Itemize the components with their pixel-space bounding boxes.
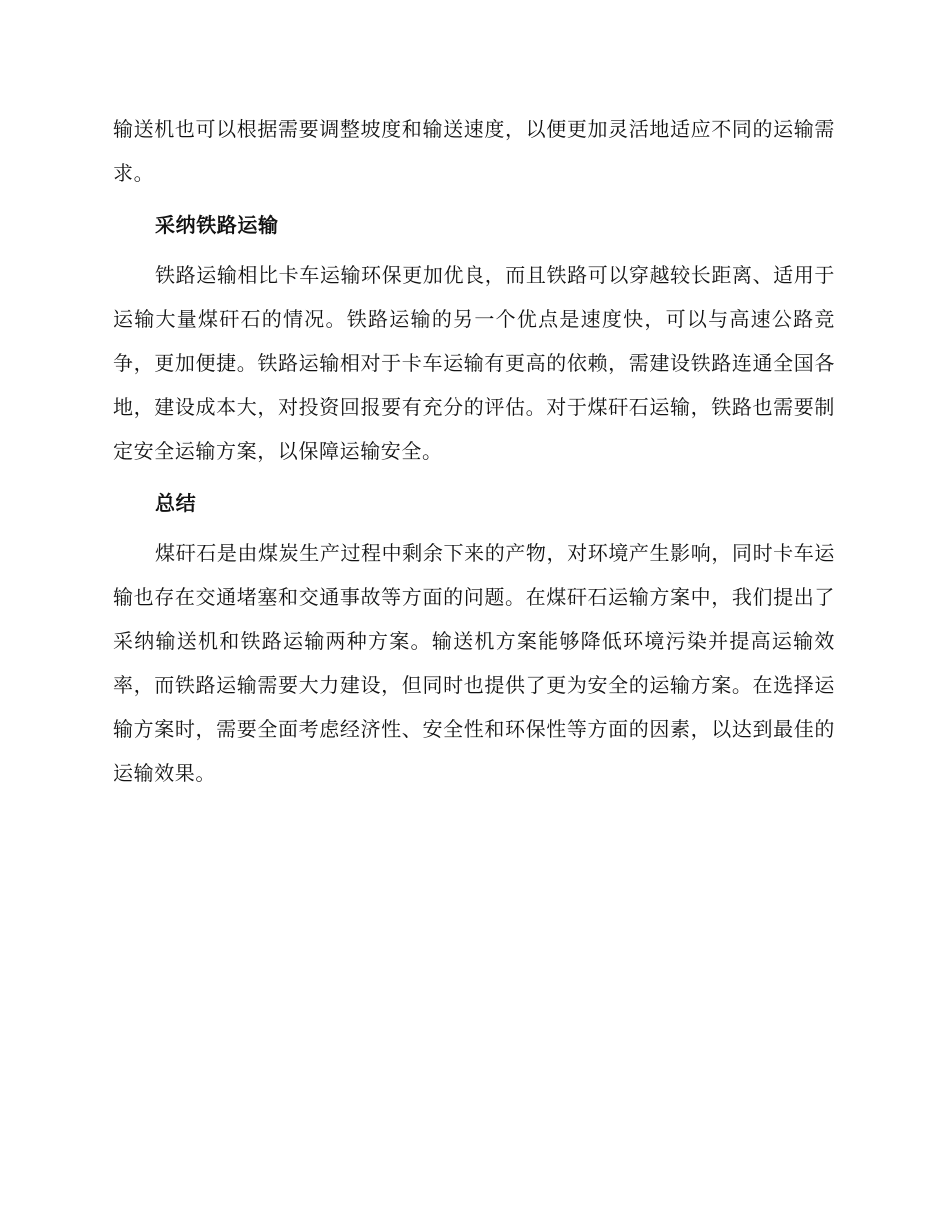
intro-paragraph: 输送机也可以根据需要调整坡度和输送速度，以便更加灵活地适应不同的运输需求。: [113, 117, 835, 185]
document-body: [113, 107, 835, 795]
section-paragraph-railway: 铁路运输相比卡车运输环保更加优良，而且铁路可以穿越较长距离、适用于运输大量煤矸石的情况。铁路运输的另一个优点是速度快，可以与高速公路竞争，更加便捷。铁路运输相对于卡车运输有更高的依赖，需建设铁路连通全国各地，建设成本大，对投资回报要有充分的评估。对于煤矸石运输，铁路也需要制定安全运输方案，以保障运输安全。: [113, 263, 835, 463]
section-paragraph-summary: 煤矸石是由煤炭生产过程中剩余下来的产物，对环境产生影响，同时卡车运输也存在交通堵塞和交通事故等方面的问题。在煤矸石运输方案中，我们提出了采纳输送机和铁路运输两种方案。输送机方案能够降低环境污染并提高运输效率，而铁路运输需要大力建设，但同时也提供了更为安全的运输方案。在选择运输方案时，需要全面考虑经济性、安全性和环保性等方面的因素，以达到最佳的运输效果。: [113, 541, 835, 785]
section-heading-railway: 采纳铁路运输: [155, 213, 279, 237]
section-heading-summary: 总结: [155, 491, 197, 515]
